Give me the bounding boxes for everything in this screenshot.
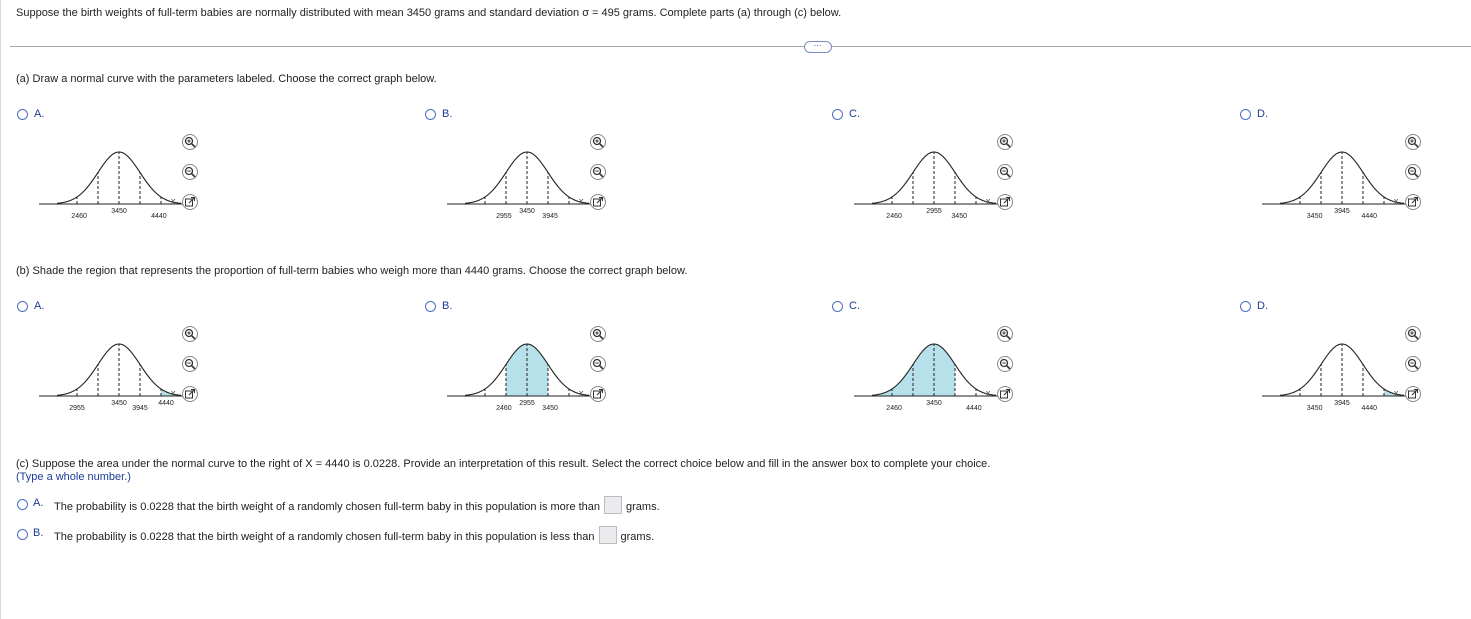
x-axis-label: x (171, 388, 176, 398)
x-axis-label: x (579, 196, 584, 206)
tick-label: 4440 (151, 213, 167, 220)
zoom-out-icon[interactable] (997, 164, 1013, 180)
radio-button[interactable] (832, 109, 843, 120)
tick-label: 3450 (1306, 405, 1323, 412)
zoom-out-icon[interactable] (1405, 164, 1421, 180)
unit-label: grams. (626, 500, 660, 513)
popout-icon[interactable] (182, 386, 198, 402)
tick-label: 2460 (71, 213, 87, 220)
tick-label: 2460 (496, 405, 512, 412)
x-axis-label: x (986, 196, 991, 206)
part-a-choice-b[interactable] (425, 109, 685, 259)
normal-curve-graph (39, 326, 189, 421)
tick-label: 2955 (69, 405, 85, 412)
zoom-in-icon[interactable] (997, 134, 1013, 150)
radio-button[interactable] (17, 109, 28, 120)
choice-letter: D. (1257, 108, 1268, 120)
x-axis-label: x (579, 388, 584, 398)
tick-label: 2955 (519, 400, 535, 407)
choice-text: The probability is 0.0228 that the birth weight of a randomly chosen full-term baby in this population is less than (54, 530, 595, 543)
choice-letter: B. (442, 300, 453, 312)
radio-button[interactable] (17, 529, 28, 540)
radio-button[interactable] (17, 499, 28, 510)
part-a-choice-c[interactable] (832, 109, 1092, 259)
radio-button[interactable] (17, 301, 28, 312)
x-axis-label: x (1394, 388, 1399, 398)
tick-label: 2955 (496, 213, 512, 220)
x-axis-label: x (171, 196, 176, 206)
x-axis-label: x (986, 388, 991, 398)
tick-label: 3945 (1334, 208, 1350, 215)
x-axis-label: x (1394, 196, 1399, 206)
choice-letter: A. (34, 300, 45, 312)
popout-icon[interactable] (182, 194, 198, 210)
zoom-out-icon[interactable] (997, 356, 1013, 372)
part-c-hint: (Type a whole number.) (16, 471, 131, 483)
tick-label: 2460 (886, 405, 902, 412)
normal-curve-graph (1262, 326, 1412, 421)
part-a-choice-d[interactable] (1240, 109, 1471, 259)
part-a-choice-a[interactable] (17, 109, 277, 259)
radio-button[interactable] (425, 301, 436, 312)
normal-curve-graph (854, 134, 1004, 229)
tick-label: 4440 (966, 405, 982, 412)
zoom-out-icon[interactable] (590, 164, 606, 180)
part-b-choice-b[interactable] (425, 301, 685, 451)
zoom-in-icon[interactable] (590, 134, 606, 150)
part-b-choice-a[interactable] (17, 301, 277, 451)
expand-button[interactable]: ⋯ (804, 41, 832, 53)
tick-label: 3450 (111, 400, 127, 407)
choice-letter: A. (34, 108, 45, 120)
popout-icon[interactable] (997, 194, 1013, 210)
normal-curve-graph (39, 134, 189, 229)
radio-button[interactable] (832, 301, 843, 312)
zoom-out-icon[interactable] (590, 356, 606, 372)
tick-label: 3450 (926, 400, 942, 407)
popout-icon[interactable] (590, 194, 606, 210)
part-a-prompt: (a) Draw a normal curve with the parameters labeled. Choose the correct graph below. (16, 73, 437, 85)
zoom-out-icon[interactable] (182, 164, 198, 180)
zoom-out-icon[interactable] (182, 356, 198, 372)
tick-label: 3945 (542, 213, 558, 220)
zoom-in-icon[interactable] (182, 326, 198, 342)
tick-label: 4440 (1361, 213, 1378, 220)
part-b-choice-d[interactable] (1240, 301, 1471, 451)
tick-label: 4440 (158, 400, 174, 407)
choice-text: The probability is 0.0228 that the birth weight of a randomly chosen full-term baby in this population is more than (54, 500, 601, 513)
choice-letter: A. (33, 497, 44, 509)
tick-label: 3450 (519, 208, 535, 215)
popout-icon[interactable] (1405, 194, 1421, 210)
choice-letter: C. (849, 108, 860, 120)
tick-label: 3450 (111, 208, 127, 215)
tick-label: 2955 (926, 208, 942, 215)
left-border (0, 0, 1, 619)
normal-curve-graph (1262, 134, 1412, 229)
zoom-in-icon[interactable] (997, 326, 1013, 342)
tick-label: 3945 (132, 405, 148, 412)
tick-label: 3450 (542, 405, 558, 412)
part-b-prompt: (b) Shade the region that represents the proportion of full-term babies who weigh more than 4440 grams. Choose the correct graph below. (16, 265, 688, 277)
answer-input-box[interactable] (604, 496, 622, 514)
popout-icon[interactable] (590, 386, 606, 402)
answer-input-box[interactable] (599, 526, 617, 544)
radio-button[interactable] (425, 109, 436, 120)
zoom-in-icon[interactable] (590, 326, 606, 342)
choice-letter: D. (1257, 300, 1268, 312)
tick-label: 3450 (1306, 213, 1323, 220)
tick-label: 4440 (1361, 405, 1378, 412)
choice-letter: B. (442, 108, 453, 120)
zoom-in-icon[interactable] (182, 134, 198, 150)
question-intro: Suppose the birth weights of full-term babies are normally distributed with mean 3450 grams and standard deviation σ = 495 grams. Complete parts (a) through (c) below. (16, 7, 842, 19)
unit-label: grams. (620, 530, 655, 543)
radio-button[interactable] (1240, 301, 1251, 312)
zoom-out-icon[interactable] (1405, 356, 1421, 372)
normal-curve-graph (854, 326, 1004, 421)
choice-letter: B. (33, 527, 44, 539)
tick-label: 3945 (1334, 400, 1350, 407)
zoom-in-icon[interactable] (1405, 326, 1421, 342)
tick-label: 2460 (886, 213, 902, 220)
normal-curve-graph (447, 134, 597, 229)
radio-button[interactable] (1240, 109, 1251, 120)
popout-icon[interactable] (1405, 386, 1421, 402)
part-c-prompt: (c) Suppose the area under the normal curve to the right of X = 4440 is 0.0228. Provide an interpretation of this result. Select the correct choice below and fill in the answer box to complete your choice. (16, 458, 991, 470)
normal-curve-graph (447, 326, 597, 421)
tick-label: 3450 (951, 213, 967, 220)
popout-icon[interactable] (997, 386, 1013, 402)
part-b-choice-c[interactable] (832, 301, 1092, 451)
zoom-in-icon[interactable] (1405, 134, 1421, 150)
section-divider (10, 46, 1471, 47)
choice-letter: C. (849, 300, 860, 312)
